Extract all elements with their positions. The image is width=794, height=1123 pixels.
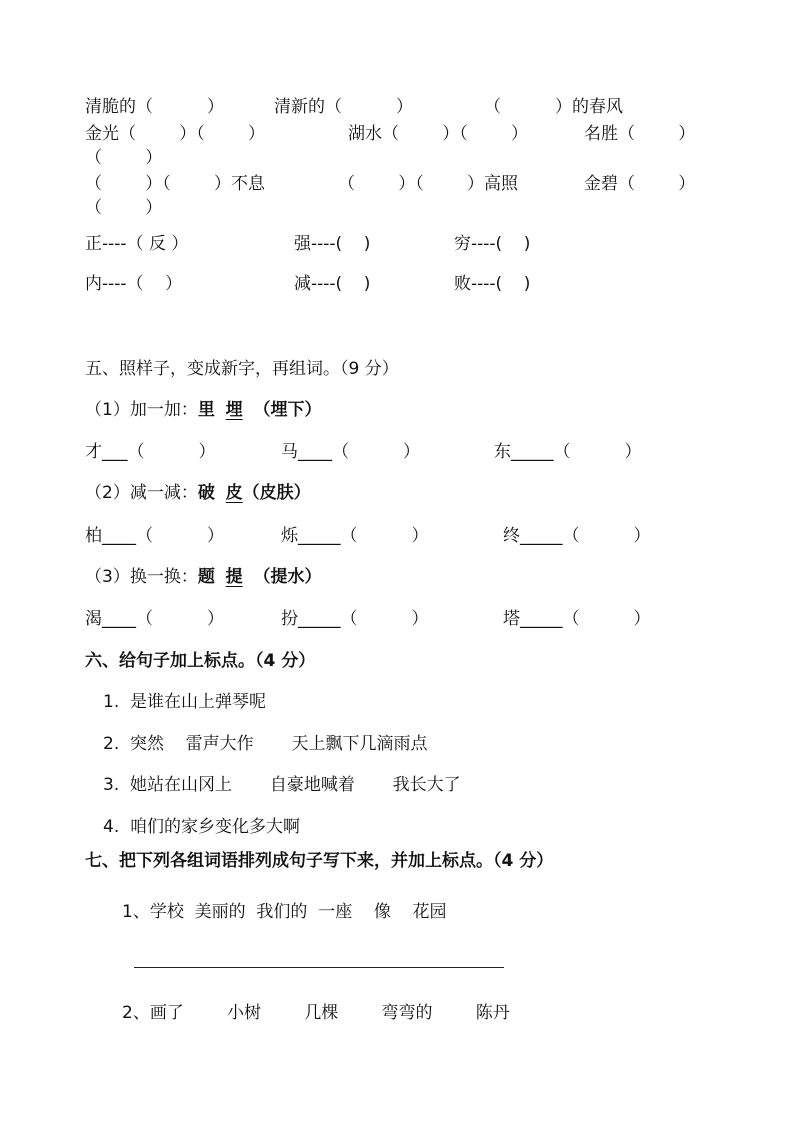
section6-title: 六、给句子加上标点。（4 分） [85,651,316,671]
reorder-item-1: 1、学校 美丽的 我们的 一座 像 花园 [122,902,447,922]
example-base-char: 里 [197,400,215,420]
punctuation-item-1: 1. 是谁在山上弹琴呢 [103,692,267,712]
answer-line [134,967,504,968]
antonym-item-3: 穷----( ) [454,234,531,254]
exercise-3-item-1: 渴____（ ） [85,609,225,629]
fill-item-3: （ ）的春风 [484,97,624,117]
antonym-item-5: 减----( ) [294,274,371,294]
example-word: （提水） [253,567,322,587]
example-new-char: 埋 [225,400,243,420]
antonym-item-4: 内----（ ） [85,274,183,294]
section5-example-2 [85,483,311,503]
fill-item-9: 金碧（ ） [584,174,696,194]
section5-example-1 [85,400,321,420]
antonym-item-6: 败----( ) [454,274,531,294]
example-base-char: 题 [197,567,215,587]
example-word: （埋下） [253,400,322,420]
exercise-3-item-2: 扮_____（ ） [281,609,429,629]
exercise-2-item-2: 烁_____（ ） [281,526,429,546]
fill-item-8: （ ）（ ）高照 [338,174,518,194]
fill-item-6: 名胜（ ） [584,124,696,144]
exercise-1-item-2: 马____（ ） [281,442,421,462]
fill-item-1: 清脆的（ ） [85,97,225,117]
example-word: （皮肤） [242,483,311,503]
example-prefix: （1）加一加： [85,400,198,420]
exercise-3-item-3: 塔_____（ ） [503,609,651,629]
fill-item-7: （ ）（ ）不息 [85,174,265,194]
fill-item-5: 湖水（ ）（ ） [348,124,528,144]
example-new-char: 提 [225,567,243,587]
section7-title: 七、把下列各组词语排列成句子写下来，并加上标点。（4 分） [85,851,554,871]
section5-title: 五、照样子，变成新字，再组词。（9 分） [85,359,399,379]
exercise-1-item-1: 才___（ ） [85,442,216,462]
fill-item-9-cont: （ ） [85,198,163,218]
antonym-item-1: 正----（ 反 ） [85,234,189,254]
punctuation-item-4: 4. 咱们的家乡变化多大啊 [103,817,301,837]
section5-example-3 [85,567,321,587]
fill-item-2: 清新的（ ） [274,97,414,117]
punctuation-item-3: 3. 她站在山冈上 自豪地喊着 我长大了 [103,775,461,795]
reorder-item-2: 2、画了 小树 几棵 弯弯的 陈丹 [122,1003,510,1023]
exercise-1-item-3: 东_____（ ） [494,442,642,462]
antonym-item-2: 强----( ) [294,234,371,254]
example-base-char: 破 [197,483,215,503]
example-prefix: （3）换一换： [85,567,198,587]
punctuation-item-2: 2. 突然 雷声大作 天上飘下几滴雨点 [103,734,428,754]
exercise-2-item-3: 终_____（ ） [503,526,651,546]
example-new-char: 皮 [225,483,243,503]
example-prefix: （2）减一减： [85,483,198,503]
exercise-2-item-1: 柏____（ ） [85,526,225,546]
fill-item-6-cont: （ ） [85,148,163,168]
fill-item-4: 金光（ ）（ ） [85,124,265,144]
